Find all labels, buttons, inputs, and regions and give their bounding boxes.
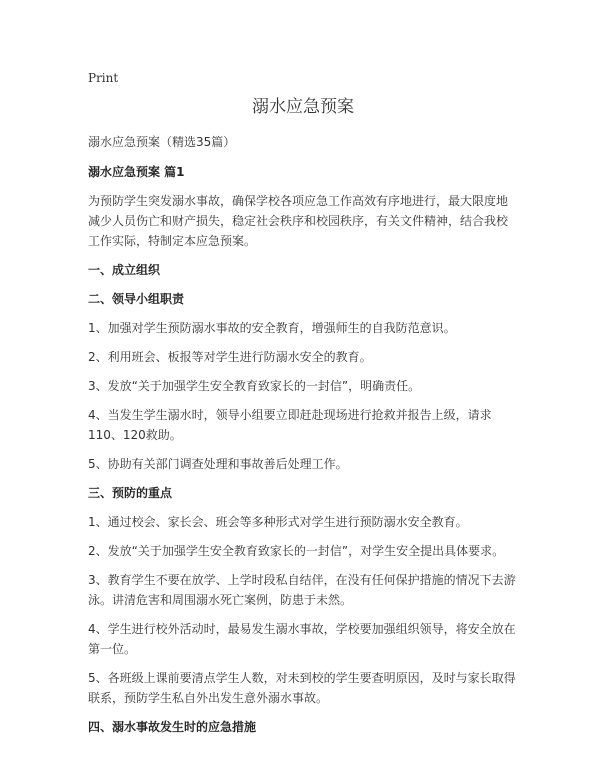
- section-heading-emergency-measures: 四、溺水事故发生时的应急措施: [88, 720, 257, 734]
- list-item: 5、协助有关部门调查处理和事故善后处理工作。: [88, 457, 348, 471]
- page-title: 溺水应急预案: [252, 97, 354, 117]
- list-item: 3、教育学生不要在放学、上学时段私自结伴，在没有任何保护措施的情况下去游泳。讲清危害和周围溺水死亡案例，防患于未然。: [88, 573, 516, 607]
- section-heading-prevention: 三、预防的重点: [88, 486, 173, 500]
- list-item: 4、当发生学生溺水时，领导小组要立即赶赴现场进行抢救并报告上级，请求110、120救助。: [88, 408, 492, 442]
- section-heading-duties: 二、领导小组职责: [88, 292, 185, 306]
- list-item: 5、各班级上课前要清点学生人数，对未到校的学生要查明原因，及时与家长取得联系，预防学生私自外出发生意外溺水事故。: [88, 671, 516, 705]
- print-link[interactable]: Print: [88, 71, 119, 85]
- list-item: 1、加强对学生预防溺水事故的安全教育，增强师生的自我防范意识。: [88, 321, 456, 335]
- list-item: 3、发放“关于加强学生安全教育致家长的一封信”，明确责任。: [88, 379, 421, 393]
- list-item: 1、通过校会、家长会、班会等多种形式对学生进行预防溺水安全教育。: [88, 515, 468, 529]
- section-heading-article-1: 溺水应急预案 篇1: [88, 165, 185, 179]
- list-item: 4、学生进行校外活动时，最易发生溺水事故，学校要加强组织领导，将安全放在第一位。: [88, 622, 516, 656]
- list-item: 2、利用班会、板报等对学生进行防溺水安全的教育。: [88, 350, 372, 364]
- document-body: [88, 132, 518, 746]
- list-item: 2、发放“关于加强学生安全教育致家长的一封信”，对学生安全提出具体要求。: [88, 544, 505, 558]
- document-subtitle: 溺水应急预案（精选35篇）: [88, 135, 236, 149]
- section-heading-organization: 一、成立组织: [88, 263, 161, 277]
- paragraph-intro: 为预防学生突发溺水事故，确保学校各项应急工作高效有序地进行，最大限度地减少人员伤亡和财产损失，稳定社会秩序和校园秩序，有关文件精神，结合我校工作实际，特制定本应急预案。: [88, 194, 509, 248]
